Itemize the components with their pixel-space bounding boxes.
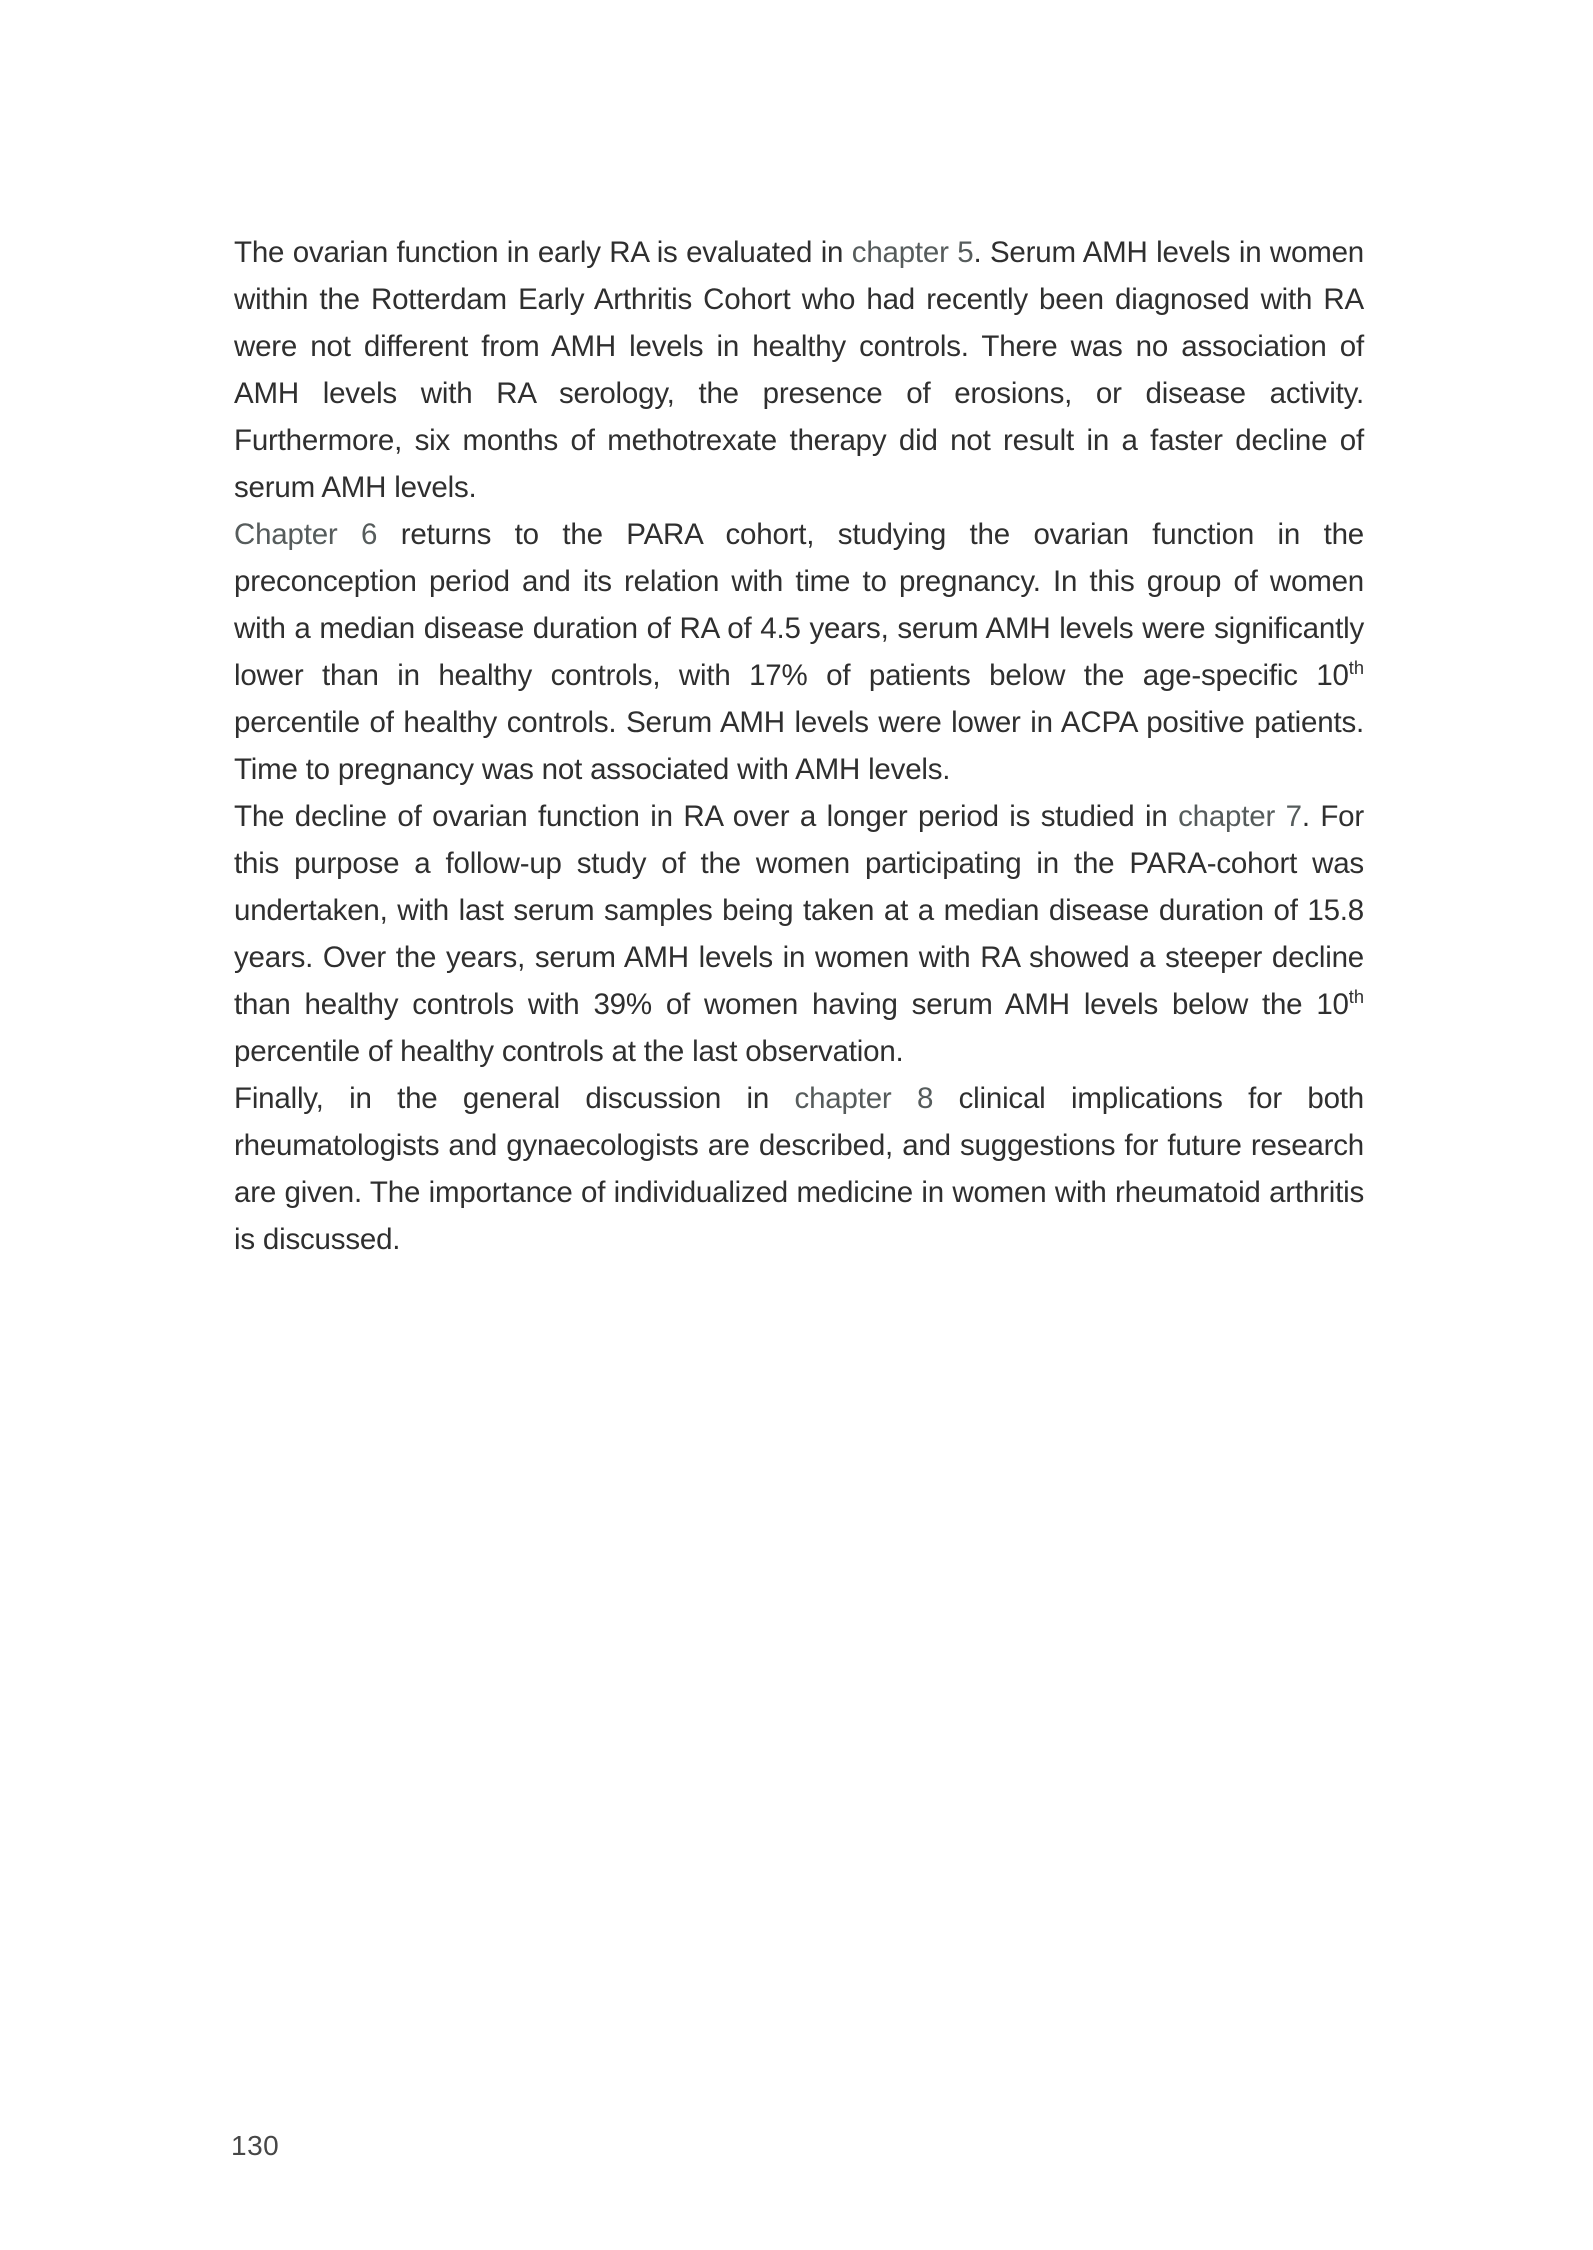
paragraph xyxy=(234,229,1364,511)
superscript-ordinal: th xyxy=(1348,986,1364,1008)
body-text: percentile of healthy controls. Serum AMH levels were lower in ACPA positive patients. Time to pregnancy was not associated with AMH levels. xyxy=(234,706,1364,786)
chapter-reference: Chapter 6 xyxy=(234,518,378,551)
body-text: returns to the PARA cohort, studying the ovarian function in the preconception period and its relation with time to pregnancy. In this group of women with a median disease duration of RA of 4.5 years, serum AMH levels were significantly lower than in healthy controls, with 17% of patients below the age-specific 10 xyxy=(234,518,1364,692)
body-text: . For this purpose a follow-up study of the women participating in the PARA-cohort was undertaken, with last serum samples being taken at a median disease duration of 15.8 years. Over the years, serum AMH levels in women with RA showed a steeper decline than healthy controls with 39% of women having serum AMH levels below the 10 xyxy=(234,800,1364,1021)
paragraph xyxy=(234,511,1364,793)
superscript-ordinal: th xyxy=(1348,657,1364,679)
body-text-block xyxy=(234,229,1364,1263)
body-text: percentile of healthy controls at the last observation. xyxy=(234,1035,904,1068)
body-text: clinical implications for both rheumatologists and gynaecologists are described, and suggestions for future research are given. The importance of individualized medicine in women with rheumatoid arthritis is discussed. xyxy=(234,1082,1364,1256)
chapter-reference: chapter 8 xyxy=(794,1082,934,1115)
body-text: The decline of ovarian function in RA over a longer period is studied in xyxy=(234,800,1179,833)
paragraph xyxy=(234,793,1364,1075)
paragraph xyxy=(234,1075,1364,1263)
page-number: 130 xyxy=(231,2130,280,2161)
chapter-reference: chapter 5 xyxy=(851,236,974,269)
body-text: The ovarian function in early RA is evaluated in xyxy=(234,236,852,269)
body-text: . Serum AMH levels in women within the Rotterdam Early Arthritis Cohort who had recently been diagnosed with RA were not different from AMH levels in healthy controls. There was no association of AMH levels with RA serology, the presence of erosions, or disease activity. Furthermore, six months of methotrexate therapy did not result in a faster decline of serum AMH levels. xyxy=(234,236,1364,504)
chapter-reference: chapter 7 xyxy=(1178,800,1302,833)
body-text: Finally, in the general discussion in xyxy=(234,1082,795,1115)
